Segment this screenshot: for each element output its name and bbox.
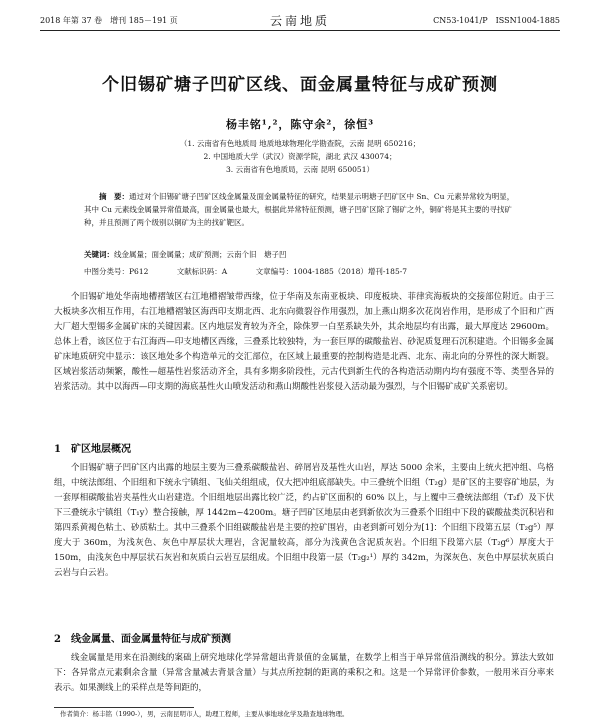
journal-issue: 2018 年第 37 卷 增刊 185－191 页 <box>40 16 178 25</box>
affiliation-2: 2. 中国地质大学（武汉）资源学院，湖北 武汉 430074； <box>203 152 397 161</box>
section-1-paragraph: 个旧锡矿塘子凹矿区内出露的地层主要为三叠系碳酸盐岩、碎屑岩及基性火山岩，厚达 5000 余米，主要由上统火把冲组、鸟格组，中统法郎组、个旧组和下统永宁镇组、飞仙关组组成，仅大把冲组底部缺失。中三叠统个旧组（T₂g）是矿区的主要容矿地层，为一套厚相碳酸盐岩夹基性火山岩建造。个旧组地层出露比较广泛，约占矿区面积的 60% 以上，与上覆中三叠统法郎组（T₂f）及下伏下三叠统永宁镇组（T₁y）整合接触，厚 1442m~4200m。塘子凹矿区地层由老到新依次为三叠系个旧组中下段的碳酸盐类沉积岩和第四系黄褐色粘土、砂质粘土。其中三叠系个旧组碳酸盐岩是主要的控矿围岩，由老到新可划分为[1]：个旧组下段第五层（T₂g⁵）厚度大于 360m，为浅灰色、灰色中厚层状大理岩，含泥量较高，部分为浅黄色含泥质灰岩。个旧组下段第六层（T₂g⁶）厚度大于 150m，由浅灰色中厚层状石灰岩和灰质白云岩互层组成。个旧组中段第一层（T₂g₂¹）厚约 342m，为深灰色、灰色中厚层状灰质白云岩与白云岩。 <box>54 463 554 578</box>
author-list: 杨丰铭¹,²，陈守余²，徐恒³ <box>225 118 375 131</box>
section-1-heading: 1 矿区地层概况 <box>54 444 131 455</box>
section-2-body <box>54 651 554 696</box>
document-code: 文献标识码：A <box>176 267 228 276</box>
section-2-heading: 2 线金属量、面金属量特征与成矿预测 <box>54 634 231 645</box>
article-number: 文章编号：1004-1885（2018）增刊-185-7 <box>255 267 408 276</box>
intro-paragraph: 个旧锡矿地处华南地槽褶皱区右江地槽褶皱带西缘，位于华南及东南亚板块、印度板块、菲律宾海板块的交接部位附近。由于三大板块多次相互作用，右江地槽褶皱区海西印支期北西、北东向微裂谷作用强烈，加上燕山期多次花岗岩作用，是形成了个旧和广西大厂超大型锡多金属矿床的关键因素。区内地层发育较为齐全，除侏罗一白垩系缺失外，其余地层均有出露，最大厚度达 29600m。总体上看，该区位于右江海西—印支地槽区西缘，三叠系比较独特，为一套巨厚的碳酸盐岩、砂泥质复理石沉积建造。个旧锡多金属矿床地质研究中显示：该区地处多个构造单元的交汇部位，在区域上最重要的控制构造是北西、北东、南北向的分界性的深大断裂。区域岩浆活动频繁，酸性—超基性岩浆活动齐全，具有多期多阶段性，元古代到新生代的各构造活动期内均有强度不等、类型各异的岩浆活动。其中以海西—印支期的海底基性火山喷发活动和燕山期酸性岩浆侵入活动最为强烈，与个旧锡矿成矿关系密切。 <box>54 292 554 392</box>
paper-title: 个旧锡矿塘子凹矿区线、面金属量特征与成矿预测 <box>102 75 498 95</box>
abstract-text: 通过对个旧锡矿塘子凹矿区线金属量及面金属量特征的研究，结果显示明塘子凹矿区中 Sn、Cu 元素异常较为明显，其中 Cu 元素线金属量异常值最高，面金属量也最大，根据此异常特征预测，塘子凹矿区除了锡矿之外，铜矿将是其主要的寻找矿种，并且预测了两个级别以铜矿为主的找矿靶区。 <box>84 192 515 227</box>
abstract-label: 摘 要： <box>99 192 129 201</box>
running-header <box>40 12 560 28</box>
author-footnote: 作者简介：杨丰铭（1990-），男，云南昆明市人，助理工程师，主要从事地球化学及勘查地球物理。 <box>60 710 349 718</box>
section-2-paragraph: 线金属量是用来在沿测线的案础上研究地球化学异常超出背景值的金属量，在数学上相当于单异常值沿测线的积分。算法大致如下：各异常点元素剩余含量（异常含量减去背景含量）与其点所控制的距离的乘积之和。这是一个异常评价参数，一般用米百分率来表示。如果测线上的采样点是等间距的， <box>54 653 554 693</box>
journal-codes: CN53-1041/P ISSN1004-1885 <box>433 16 560 25</box>
footnote-rule <box>54 707 194 708</box>
classification-line <box>84 266 540 277</box>
clc-number: 中图分类号：P612 <box>84 267 149 276</box>
introduction <box>54 290 554 395</box>
affiliations <box>0 137 600 176</box>
affiliation-1: （1. 云南省有色地质局 地质地球物理化学勘查院，云南 昆明 650216； <box>179 139 421 148</box>
journal-name: 云南地质 <box>269 14 330 28</box>
header-rule <box>40 30 560 31</box>
keywords-text: 线金属量；面金属量；成矿预测；云南个旧 塘子凹 <box>114 250 287 259</box>
section-1-body <box>54 461 554 581</box>
abstract <box>84 190 516 229</box>
affiliation-3: 3. 云南省有色地质局，云南 昆明 650051） <box>226 165 374 174</box>
keywords-label: 关键词： <box>84 250 114 259</box>
keywords <box>84 249 540 260</box>
